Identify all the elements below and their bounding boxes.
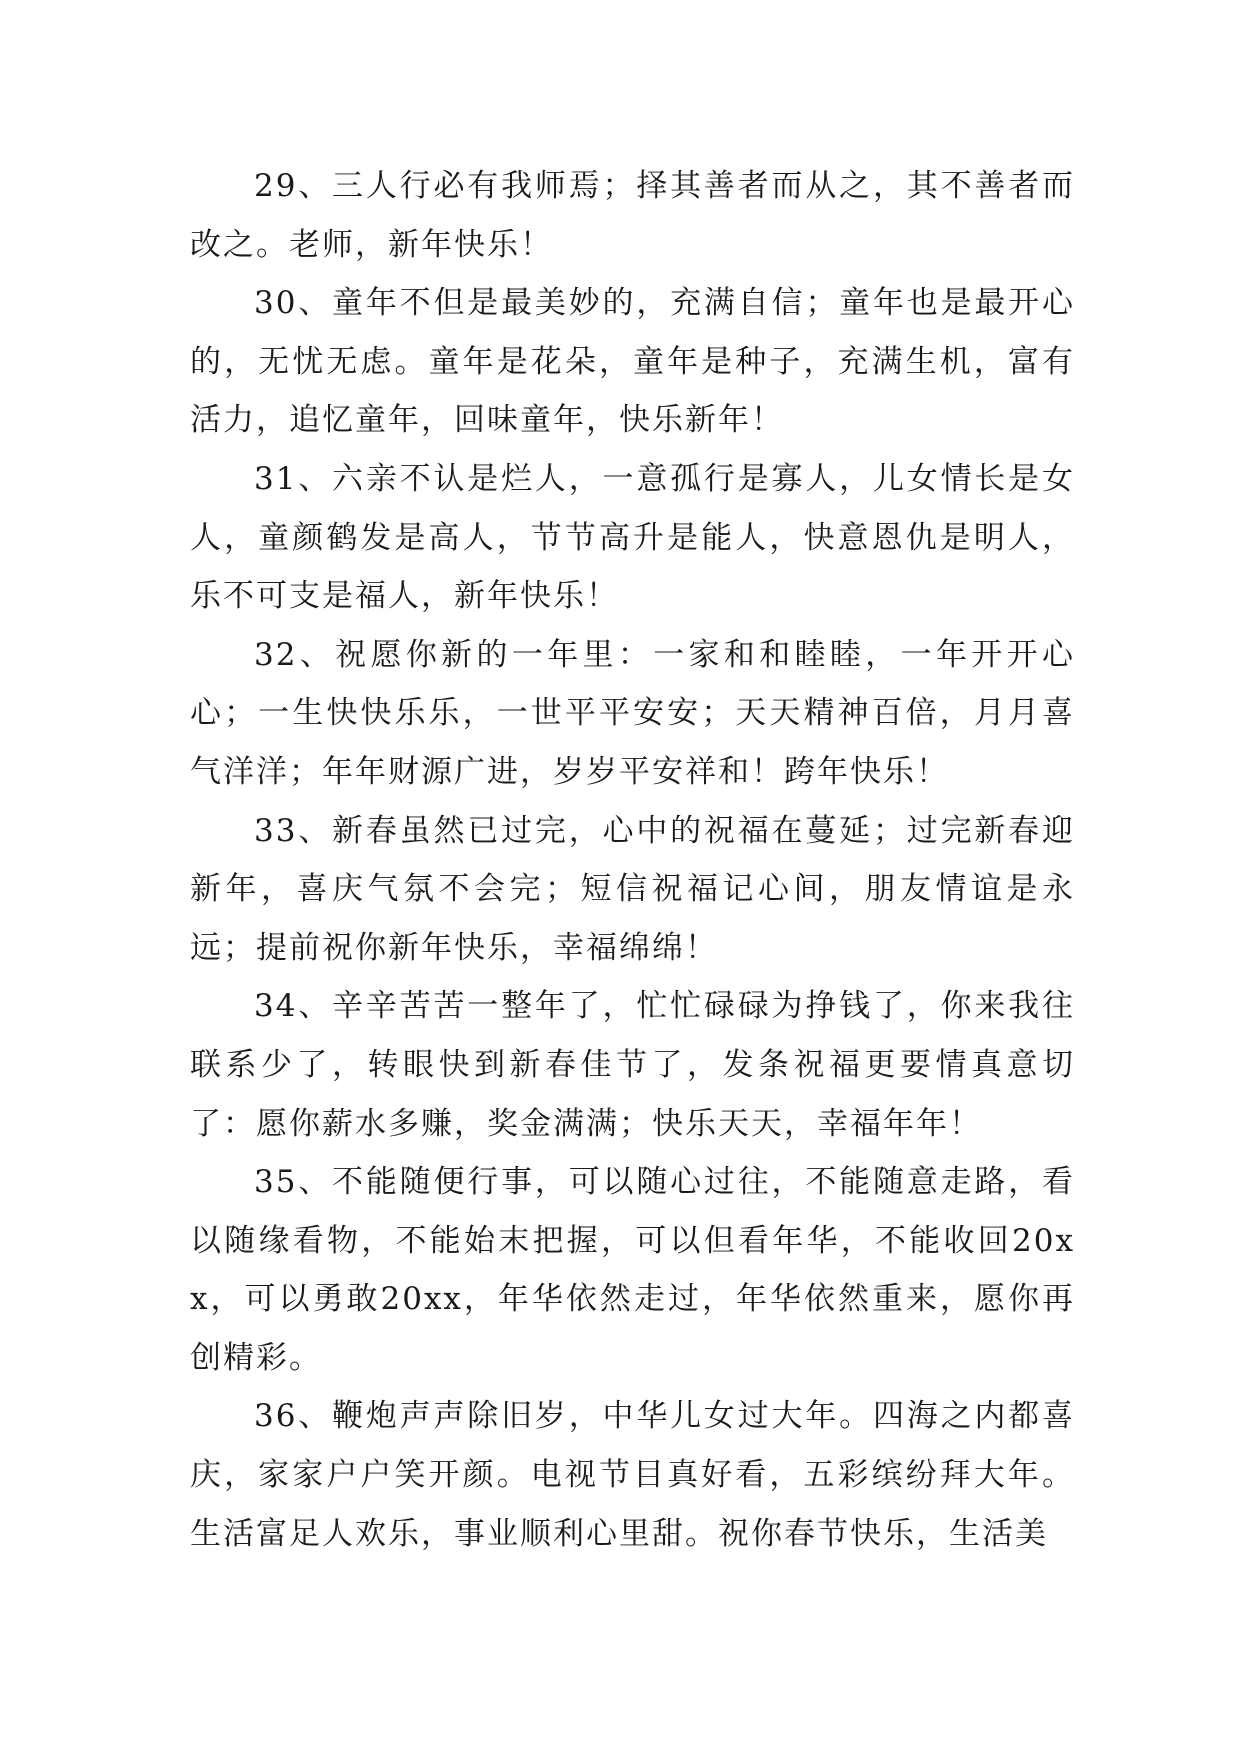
paragraph-34: 34、辛辛苦苦一整年了，忙忙碌碌为挣钱了，你来我往联系少了，转眼快到新春佳节了，发条祝福更要情真意切了：愿你薪水多赚，奖金满满；快乐天天，幸福年年！	[190, 988, 1075, 1142]
paragraph-29: 29、三人行必有我师焉；择其善者而从之，其不善者而改之。老师，新年快乐！	[190, 168, 1075, 263]
paragraph-31: 31、六亲不认是烂人，一意孤行是寡人，儿女情长是女人，童颜鹤发是高人，节节高升是能人，快意恩仇是明人，乐不可支是福人，新年快乐！	[190, 460, 1075, 615]
paragraph-32: 32、祝愿你新的一年里：一家和和睦睦，一年开开心心；一生快快乐乐，一世平平安安；天天精神百倍，月月喜气洋洋；年年财源广进，岁岁平安祥和！跨年快乐！	[190, 636, 1075, 790]
paragraph-36: 36、鞭炮声声除旧岁，中华儿女过大年。四海之内都喜庆，家家户户笑开颜。电视节目真好看，五彩缤纷拜大年。生活富足人欢乐，事业顺利心里甜。祝你春节快乐，生活美	[190, 1398, 1075, 1552]
paragraph-30: 30、童年不但是最美妙的，充满自信；童年也是最开心的，无忧无虑。童年是花朵，童年是种子，充满生机，富有活力，追忆童年，回味童年，快乐新年！	[190, 285, 1075, 439]
paragraph-35: 35、不能随便行事，可以随心过往，不能随意走路，看以随缘看物，不能始末把握，可以但看年华，不能收回20xx，可以勇敢20xx，年华依然走过，年华依然重来，愿你再创精彩。	[190, 1164, 1075, 1376]
paragraph-33: 33、新春虽然已过完，心中的祝福在蔓延；过完新春迎新年，喜庆气氛不会完；短信祝福记心间，朋友情谊是永远；提前祝你新年快乐，幸福绵绵！	[190, 812, 1075, 966]
document-body	[190, 157, 1075, 1563]
